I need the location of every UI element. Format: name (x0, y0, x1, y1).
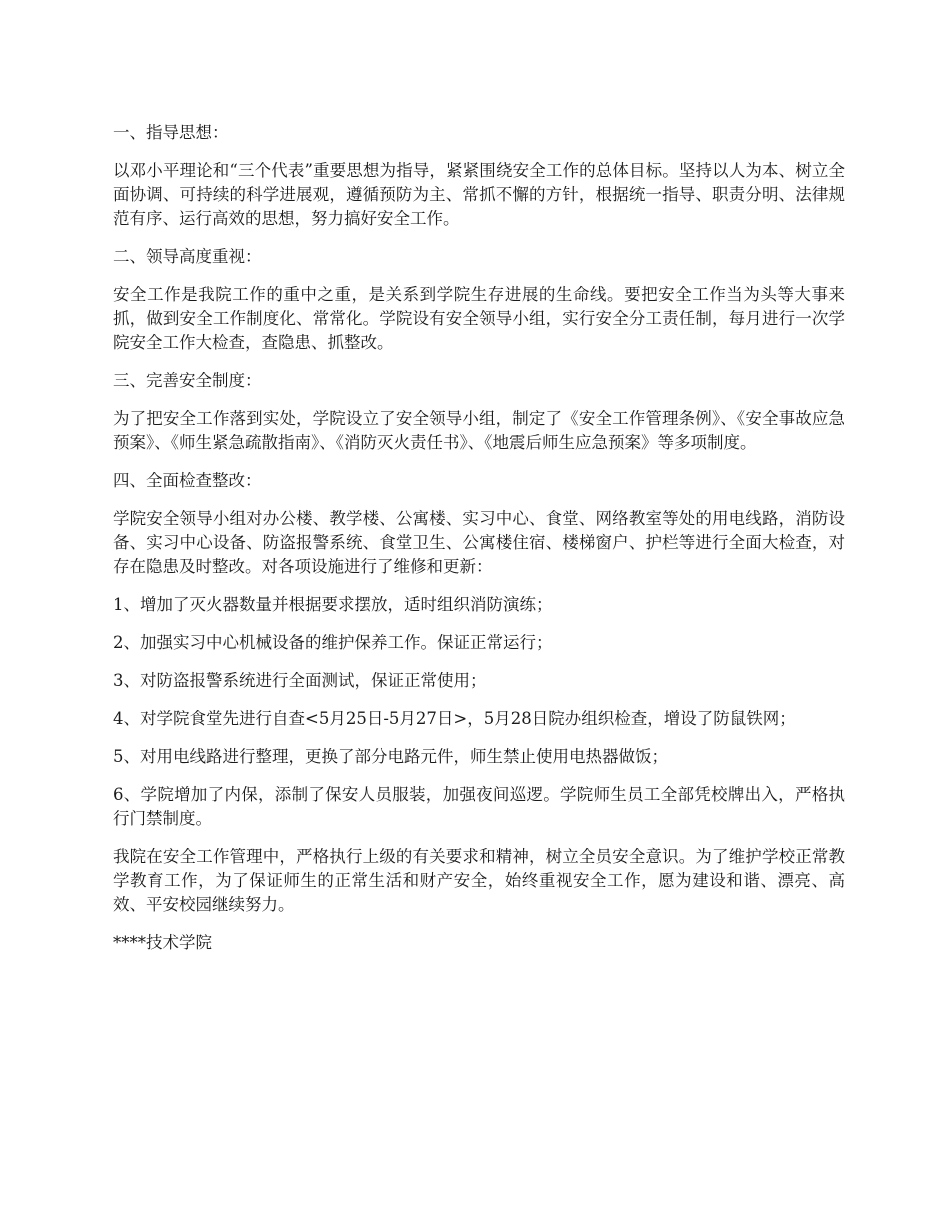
closing-paragraph: 我院在安全工作管理中，严格执行上级的有关要求和精神，树立全员安全意识。为了维护学校正常教学教育工作，为了保证师生的正常生活和财产安全，始终重视安全工作，愿为建设和谐、漂亮、高效、平安校园继续努力。 (113, 847, 845, 914)
list-item-4: 4、对学院食堂先进行自查<5月25日-5月27日>，5月28日院办组织检查，增设了防鼠铁网； (113, 709, 796, 728)
section-3-paragraph: 为了把安全工作落到实处，学院设立了安全领导小组，制定了《安全工作管理条例》、《安全事故应急预案》、《师生紧急疏散指南》、《消防灭火责任书》、《地震后师生应急预案》等多项制度。 (113, 409, 845, 452)
document-page (113, 121, 845, 955)
list-item-1: 1、增加了灭火器数量并根据要求摆放，适时组织消防演练； (113, 595, 553, 614)
list-item-5: 5、对用电线路进行整理，更换了部分电路元件，师生禁止使用电热器做饭； (113, 747, 668, 766)
list-item-6: 6、学院增加了内保，添制了保安人员服装，加强夜间巡逻。学院师生员工全部凭校牌出入，严格执行门禁制度。 (113, 785, 845, 828)
list-item-2: 2、加强实习中心机械设备的维护保养工作。保证正常运行； (113, 633, 553, 652)
section-4-intro-paragraph: 学院安全领导小组对办公楼、教学楼、公寓楼、实习中心、食堂、网络教室等处的用电线路，消防设备、实习中心设备、防盗报警系统、食堂卫生、公寓楼住宿、楼梯窗户、护栏等进行全面大检查，对存在隐患及时整改。对各项设施进行了维修和更新： (113, 509, 845, 576)
list-item-3: 3、对防盗报警系统进行全面测试，保证正常使用； (113, 671, 487, 690)
section-2-heading: 二、领导高度重视： (113, 247, 262, 266)
signature: ****技术学院 (113, 933, 212, 952)
section-4-heading: 四、全面检查整改： (113, 471, 262, 490)
section-3-heading: 三、完善安全制度： (113, 371, 262, 390)
section-1-heading: 一、指导思想： (113, 123, 229, 142)
section-2-paragraph: 安全工作是我院工作的重中之重，是关系到学院生存进展的生命线。要把安全工作当为头等大事来抓，做到安全工作制度化、常常化。学院设有安全领导小组，实行安全分工责任制，每月进行一次学院安全工作大检查，查隐患、抓整改。 (113, 285, 845, 352)
section-1-paragraph: 以邓小平理论和“三个代表”重要思想为指导，紧紧围绕安全工作的总体目标。坚持以人为本、树立全面协调、可持续的科学进展观，遵循预防为主、常抓不懈的方针，根据统一指导、职责分明、法律规范有序、运行高效的思想，努力搞好安全工作。 (113, 161, 845, 228)
